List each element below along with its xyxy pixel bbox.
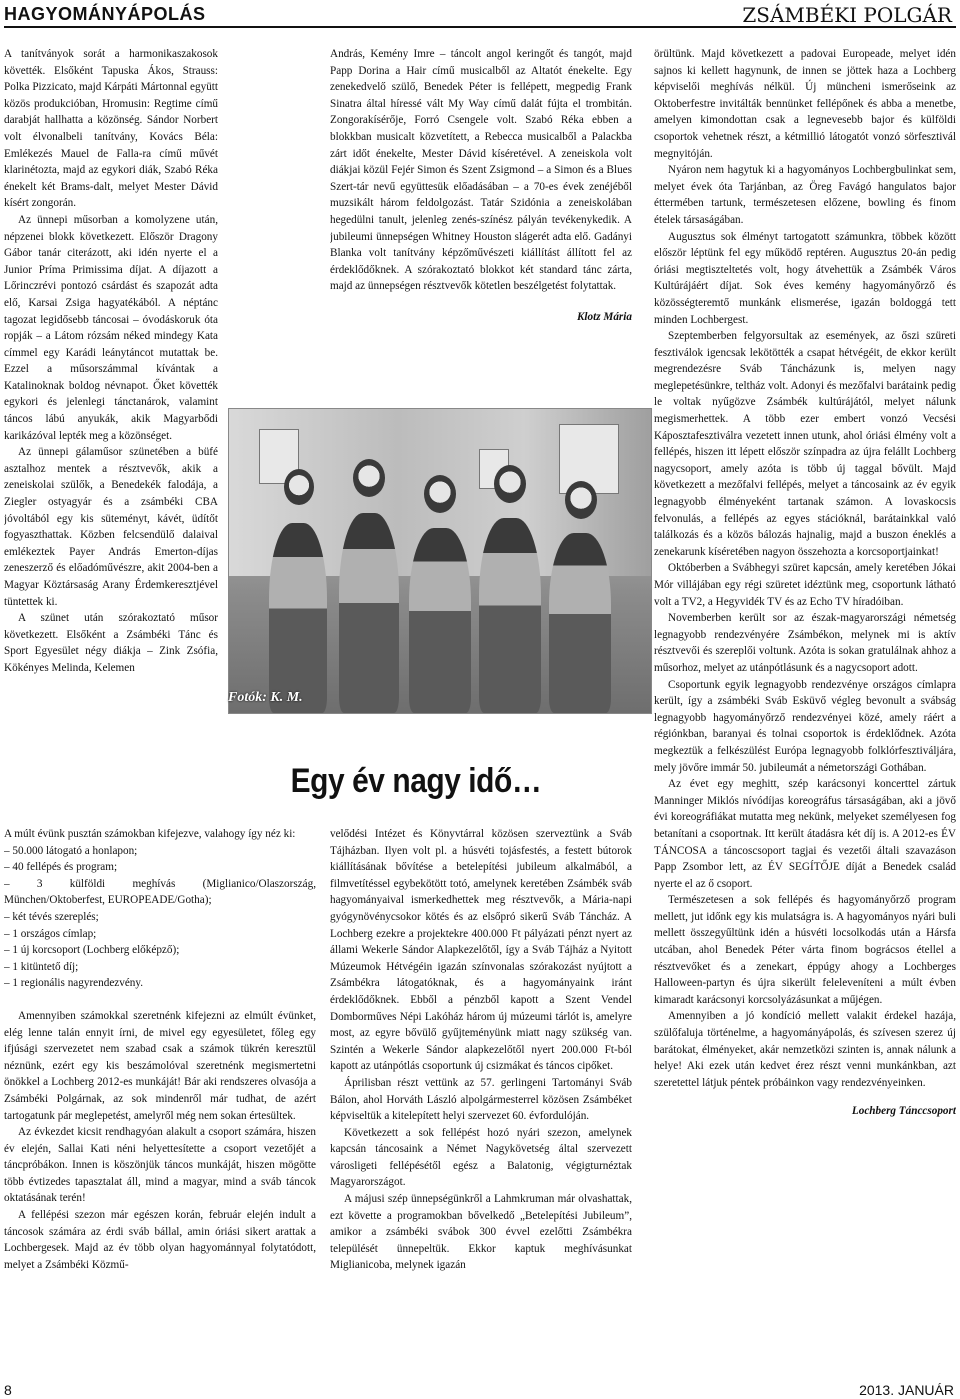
paragraph: Amennyiben számokkal szeretnénk kifejezni az elmúlt évünket, elég lenne talán ennyit írni, de mivel egy egyesületet, főleg egy ifjúsági szervezetet nem szabad csak a számok tükrén keresztül néznünk, ezért egy kis beszámolóval szeretnénk megismertetni önökkel a Lochberg 2012-es munkáját! Bár aki rendszeres olvasója a Zsámbéki Polgárnak, az sok mindenről már tudhat, de azért tartogatunk pár meglepetést, amelyről még nem sokan értesültek. [4, 1009, 316, 1122]
paragraph: Természetesen a sok fellépés és hagyományőrző program mellett, jut időnk egy kis mulatságra is. A hagyományos nyári buli mellett összegyűltünk idén a húsvéti locsolkodás után a Hársfa utcában, ahol Benedek Péter várta finom bográcsos étellel a résztvevőket és a zenekart, éppúgy ahogy a Lochberges Halloween-partyn és újra sikerült feleleveníteni a múlt évben kimaradt karácsonyi korcsolyázásunkat a műjégen. [654, 894, 956, 1006]
paragraph: Nyáron nem hagytuk ki a hagyományos Lochbergbulinkat sem, melyet évek óta Tarjánban, az Öreg Favágó hangulatos bajor éttermében tartunk, természetesen előzene, bowling és finom ételek társaságában. [654, 164, 956, 226]
page-number: 8 [4, 1382, 12, 1398]
list-item: – két tévés szereplés; [4, 910, 99, 923]
paragraph: A fellépési szezon már egészen korán, február elején indult a táncosok számára az érdi sváb bállal, amin óriási sikert arattak a Lochbergesek. Majd az év több olyan hagyománnyal folytatódott, melyet a Zsámbéki Közmű- [4, 1209, 316, 1271]
stats-list [4, 843, 316, 992]
paragraph: Amennyiben a jó kondíció mellett valakit érdekel hazája, szülőfaluja történelme, a hagyományápolás, és szívesen szerez új barátokat, élményeket, akár nemzetközi szinten is, annak nálunk a helye! Aki ezek után kedvet érez részt venni munkánkban, azt szeretettel látjuk péntek próbáinkon vagy rendezvényeinken. [654, 1010, 956, 1089]
paragraph: Áprilisban részt vettünk az 57. gerlingeni Tartományi Sváb Bálon, ahol Horváth László alpolgármesterrel közösen Zsámbéket képviseltük a kitelepített helyi szervezet 60. évfordulóján. [330, 1076, 632, 1123]
paragraph: Augusztus sok élményt tartogatott számunkra, többek között először léptünk fel egy működő reptéren. Augusztus 20-án pedig óriási megtiszteltetés volt, hogy átvehettük a Zsámbék Város Kultúrájáért díjat. Sok éves kemény hagyományőrző és közösségteremtő munkánk elismerése, igazán boldoggá tett minden Lochbergest. [654, 230, 956, 326]
column-1-top [4, 46, 218, 736]
list-item: – 1 regionális nagyrendezvény. [4, 977, 144, 990]
author-signature: Klotz Mária [576, 310, 632, 323]
header-rule [4, 26, 956, 28]
list-item: – 1 országos címlap; [4, 927, 97, 940]
author-signature: Lochberg Tánccsoport [851, 1105, 956, 1118]
paragraph: velődési Intézet és Könyvtárral közösen szerveztünk a Sváb Tájházban. Ilyen volt pl. a húsvéti tojásfestés, a festett bútorok kiállításának bővítése a betelepítési jubileum alkalmából, a filmvetítéssel egybekötött totó, amelynek keretében Zsámbék sváb hagyományaival ismerkedhettek meg résztvevők, a Mária-napi gyógynövénycsokor kötés és az elsőpró sikerű Sváb Táncház. A Lochberg ezekre a projektekre 400.000 Ft pályázati pénzt nyert az állami Wekerle Sándor Alapkezelőtől, így a Sváb Tájház a Nyitott Múzeumok Hétvégéin igazán színvonalas szórakozást nyújtott a Zsámbékra látogatóknak, és a hagyományaink iránt érdeklődőknek. Ebből a pénzből kapott a Szent Vendel Domborműves Népi Lakóház három új múzeumi tárlót is, amelyre most, az egyre bővülő gyűjteményünk miatt nagy szükség van. Szintén a Wekerle Sándor alapkezelőtől nyert 200.000 Ft-ból kapott az utánpótlás csoportunk új csizmákat és táncos cipőket. [330, 828, 632, 1073]
paragraph: Az ünnepi gálaműsor szünetében a büfé asztalhoz mentek a résztvevők, akik a zeneiskolai szülők, a Benedekék falodája, a Ziegler ostyagyár és a zsámbéki CBA jóvoltából egy kis süteményt, kávét, üdítőt fogyaszthattak. Közben felcsendülő dalaival emlékeztek Payer András Emerton-díjas zeneszerző és előadóművészre, akit 2004-ben a Magyar Köztársaság Arany Érdemkeresztjével tüntettek ki. [4, 446, 218, 608]
section-title: HAGYOMÁNYÁPOLÁS [4, 4, 206, 24]
paragraph: A szünet után szórakoztató műsor következett. Elsőként a Zsámbéki Tánc és Sport Egyesület négy diákja – Zink Zsófia, Kökényes Melinda, Kelemen [4, 612, 218, 674]
column-1-bottom [4, 826, 316, 1376]
paragraph: Novemberben került sor az észak-magyarországi németség legnagyobb rendezvényére Zsámbékon, melynek mi is aktív résztvevői és szereplői voltunk. Azóta is sokan gratulálnak ahhoz a műsorhoz, melyet az utánpótlásunk és a nagycsoport adott. [654, 612, 956, 674]
list-item: – 1 kitüntető díj; [4, 960, 79, 973]
paragraph: A tanítványok sorát a harmonikaszakosok követték. Elsőként Tapuska Ákos, Strauss: Polka Pizzicato, majd Kárpáti Mártonnal együtt közös produkcióban, Hromusin: Regtime című darabját hallhatta a közönség. Sándor Norbert volt élvonalbeli tanítvány, Kovács Béla: Emlékezés Mauel de Falla-ra című művét klarinétozta, majd az egykori diák, Szabó Réka énekelt két Brams-dalt, melyet Mester Dávid kísért zongorán. [4, 48, 218, 210]
newspaper-title: ZSÁMBÉKI POLGÁR [742, 3, 952, 27]
list-item: – 40 fellépés és program; [4, 861, 118, 874]
paragraph: András, Kemény Imre – táncolt angol keringőt és tangót, majd Papp Dorina a Hair című musicalből az Altatót énekelte. Egy zenekedvelő szülő, Benedek Péter is fellépett, megpedig Frank Sinatra által híressé vált My Way című dalát fújta el trombitán. Zongorakísérője, Forró Csengele volt. Szabó Réka ebben a blokkban musicalt közvetített, a Rebecca musicalből a Palackba zárt időt énekelte, Mester Dávid kíséretével. A zeneiskola volt diákjai közül Fejér Simon és Szent Zsigmond – a Simon és a Blues Szert-tár nevű együttesük előadásában – a 70-es évek zenéjéből muzsikált három feldolgozást. Tatár Szidónia a zeneiskolában hegedülni tanult, jelenleg zenés-színész pályán tevékenykedik. A jubileumi ünnepségen Whitney Houston slágerét adta elő. Gadányi Blanka volt tanítvány képzőművészeti kiállítást állított fel az érdeklődőknek. A szórakoztató blokkot két standard tánc zárta, majd az ünnepségen résztvevők kötetlen beszélgetést folytattak. [330, 48, 632, 293]
column-2-bottom [330, 826, 632, 1376]
paragraph: Szeptemberben felgyorsultak az események, az őszi szüreti fesztiválok igencsak lekötötték a csapat hétvégéit, de ekkor került megrendezésre Sváb Táncházunk is, melyen nagy meglepetésünkre, teltház volt. Adonyi és mezőfalvi barátaink pedig le voltak nyűgözve Zsámbék kultúrájától, melyet nálunk megismerhettek. A több ezer embert vonzó Vecsési Káposztafesztiválra vezetett innen utunk, ahol óriási élmény volt a fellépés, hiszen itt lépett először színpadra az újra felállt Lochberg nagycsoport, amely azóta is több új taggal bővült. Majd következett a mezőfalvi fellépés, melyet a táncosaink az év egyik legnagyobb élményeként tartanak számon. A lovaskocsis felvonulás, a fellépés az egyes stációknál, barátainkkal való találkozás és a közös bálozás hajnalig, majd a buszon éneklés a zenekarunk kíséretében nagyon összehozta a korcsoportjainkat! [654, 330, 956, 558]
paragraph: Az ünnepi műsorban a komolyzene után, népzenei blokk következett. Először Dragony Gábor tanár citerázott, aki idén nyerte el a Junior Príma Primissima díjat. A díjazott a Lőrinczrévi pontozó csárdást és szapozát adta elő, Karsai Zsiga hagyatékából. A néptánc tagozat legidősebb táncosai – óvodáskoruk óta ropják – a Látom rózsám néked mindegy Kata címmel egy Karádi leánytáncot mutattak be. Ezzel a műsorszámmal kívántak a Katalinoknak boldog névnapot. Őket követték egykori és jelenlegi tánctanárok, valamint táncos lábú anyukák, akik Magyarbődi karikázóval lepték meg a közönséget. [4, 213, 218, 442]
article-headline: Egy év nagy idő… [290, 762, 542, 800]
paragraph: A májusi szép ünnepségünkről a Lahmkruman már olvashattak, ezt követte a programokban bővelkedő „Betelepítési Jubileum”, amikor a zsámbéki svábok 300 évvel ezelőtti Zsámbékra települését ünnepeltük. Ekkor kaptuk meghívásunkat Miglianicoba, melynek igazán [330, 1193, 632, 1272]
column-2-top [330, 46, 632, 396]
photo-credit: Fotók: K. M. [228, 690, 303, 705]
paragraph: Októberben a Svábhegyi szüret kapcsán, amely keretében Jókai Mór villájában egy régi szüretet idéztünk meg, csoportunk látható volt a TV2, a Hegyvidék TV és az Echo TV híradóiban. [654, 562, 956, 608]
group-photo [228, 408, 652, 714]
list-item: – 1 új korcsoport (Lochberg előképző); [4, 944, 180, 957]
paragraph: örültünk. Majd következett a padovai Europeade, melyet idén sajnos ki kellett hagynunk, de innen se jöttek haza a Lochberg képviselői meghívás nélkül. Új müncheni ismerőseink az Oktoberfestre invitálták bennünket fellépőnek és abba a menetbe, amelyen kimondottan csak a legnevesebb bajor és külföldi csoportok vehetnek részt, a kétmillió látogatót vonzó sörfesztivál megnyitóján. [654, 48, 956, 160]
paragraph: A múlt évünk pusztán számokban kifejezve, valahogy így néz ki: [4, 828, 296, 840]
issue-date: 2013. JANUÁR [859, 1382, 954, 1398]
list-item: – 3 külföldi meghívás (Miglianico/Olaszország, München/Oktoberfest, EUROPEADE/Gotha); [4, 877, 316, 907]
paragraph: Az évkezdet kicsit rendhagyóan alakult a csoport számára, hiszen év elején, Sallai Kati néni helyettesítette a csoport vezetőjét a táncpróbákon. Innen is köszönjük táncos munkáját, hiszen mögötte több évtizedes tapasztalat áll, mind a magyar, mind a sváb táncok oktatásának terén! [4, 1126, 316, 1205]
paragraph: Az évet egy meghitt, szép karácsonyi koncerttel zártuk Manninger Miklós nívódíjas koreográfus társaságában, aki a jövő évi koreográfiákat mutatta meg nekünk, melyeket személyesen fog betanítani a csoportnak. Itt került átadásra két díj is. A 2012-es ÉV TÁNCOSA a táncoscsoport tagjai és vezetői általi szavazáson Papp Zsombor lett, az ÉV SEGÍTŐJE díját a Benedek család nyerte el az ő csoport. [654, 778, 956, 890]
paragraph: Következett a sok fellépést hozó nyári szezon, amelynek kapcsán táncosaink a Német Nagykövetség által szervezett városligeti fellépésétől egész a Balatonig, végigturnéztak Magyarországot. [330, 1126, 632, 1189]
list-item: – 50.000 látogató a honlapon; [4, 844, 138, 857]
paragraph: Csoportunk egyik legnagyobb rendezvénye országos címlapra került, így a zsámbéki Sváb Esküvő végleg bevonult a svábság legnagyobb hagyományőrző rendezvényei közé, amely ráért a régiónkban, baranyai és tolnai csoportok is érdeklődnek. Azóta megkeztük a felkészülést Európa legnagyobb folklórfesztiváljára, mely jövőre immár 50. jubileumát a németországi Gothában. [654, 678, 956, 774]
column-3 [654, 46, 956, 1376]
